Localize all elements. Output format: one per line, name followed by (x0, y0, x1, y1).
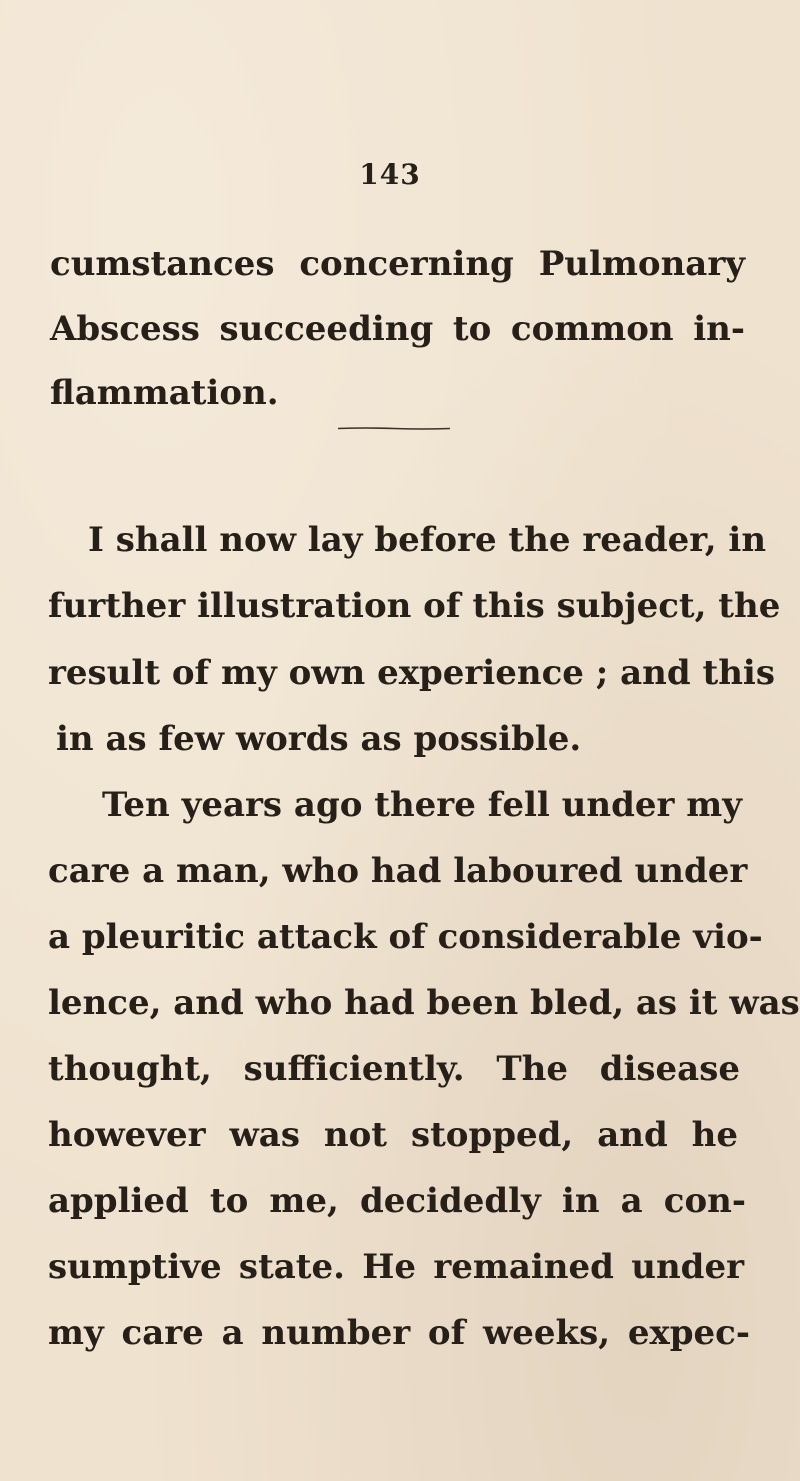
body-line-7: a pleuritic attack of considerable vio- (48, 917, 763, 957)
body-line-12: sumptive state. He remained under (48, 1247, 744, 1287)
heading-line-2: Abscess succeeding to common in- (50, 309, 745, 349)
body-line-5: Ten years ago there fell under my (102, 785, 742, 825)
section-divider (338, 427, 450, 430)
body-line-6: care a man, who had laboured under (48, 851, 748, 891)
body-line-1: I shall now lay before the reader, in (88, 520, 767, 560)
body-line-8: lence, and who had been bled, as it was (48, 983, 800, 1023)
body-line-2: further illustration of this subject, the (48, 586, 781, 626)
body-line-13: my care a number of weeks, expec- (48, 1313, 750, 1353)
body-line-4: in as few words as possible. (56, 719, 582, 759)
page-number: 143 (359, 158, 421, 191)
heading-line-3: flammation. (50, 373, 279, 413)
body-line-10: however was not stopped, and he (48, 1115, 738, 1155)
body-line-11: applied to me, decidedly in a con- (48, 1181, 746, 1221)
heading-line-1: cumstances concerning Pulmonary (50, 244, 745, 284)
body-line-3: result of my own experience ; and this (48, 653, 775, 693)
body-line-9: thought, sufficiently. The disease (48, 1049, 740, 1089)
